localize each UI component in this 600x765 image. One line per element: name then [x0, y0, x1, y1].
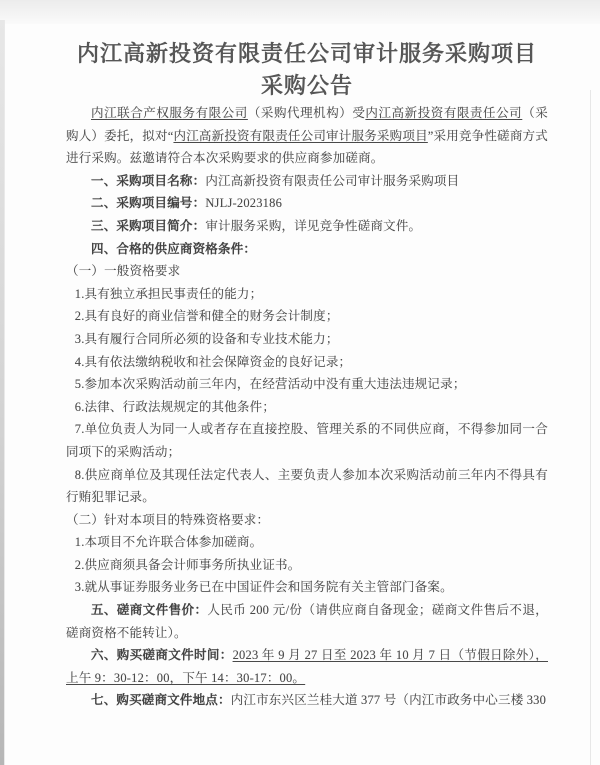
text-run: 5.参加本次采购活动前三年内，在经营活动中没有重大违法违规记录；	[74, 377, 466, 392]
special-item-1	[66, 531, 548, 554]
text-run: （采购代理机构）受	[247, 106, 366, 120]
text-run: 三、采购项目简介：	[91, 218, 206, 233]
text-run: 七、购买磋商文件地点：	[91, 693, 231, 708]
text-run: 1.本项目不允许联合体参加磋商。	[74, 535, 263, 550]
text-run: 2.供应商须具备会计师事务所执业证书。	[74, 557, 301, 572]
special-item-2	[66, 554, 548, 577]
special-item-3	[66, 576, 548, 599]
subsection-1-general-requirements	[66, 260, 548, 283]
text-run: 7.单位负责人为同一人或者存在直接控股、管理关系的不同供应商，不得参加同一合同项下的采购活动；	[66, 422, 548, 459]
section-7-purchase-location	[66, 689, 548, 712]
general-item-4	[66, 351, 548, 374]
section-2-project-number	[66, 192, 548, 215]
general-item-3	[66, 328, 548, 351]
text-run: 1.具有独立承担民事责任的能力；	[74, 286, 263, 301]
text-run: 内江高新投资有限责任公司	[365, 106, 523, 120]
general-item-8	[66, 464, 548, 509]
document-title-line-1: 内江高新投资有限责任公司审计服务采购项目	[76, 41, 537, 66]
section-5-document-price	[66, 599, 548, 644]
text-run: （采购人）委托，拟对“	[66, 106, 549, 143]
text-run: 五、磋商文件售价：	[91, 603, 208, 618]
text-run: 内江高新投资有限责任公司审计服务采购项目	[173, 128, 428, 143]
text-run: 内江联合产权服务有限公司	[91, 106, 248, 120]
text-run: 4.具有依法缴纳税收和社会保障资金的良好记录；	[74, 354, 352, 369]
general-item-6	[66, 396, 548, 419]
text-run: NJLJ-2023186	[205, 196, 283, 211]
document-body	[66, 102, 548, 712]
text-run: 3.具有履行合同所必须的设备和专业技术能力；	[74, 331, 339, 346]
text-run: 四、合格的供应商资格条件：	[91, 241, 257, 256]
text-run: 内江高新投资有限责任公司审计服务采购项目	[205, 173, 460, 188]
text-run: 2.具有良好的商业信誉和健全的财务会计制度；	[74, 309, 339, 324]
text-run: 6.法律、行政法规规定的其他条件；	[74, 399, 276, 414]
section-4-supplier-qualifications	[66, 238, 548, 261]
general-item-2	[66, 305, 548, 328]
general-item-5	[66, 373, 548, 396]
text-run: 3.就从事证券服务业务已在中国证件会和国务院有关主管部门备案。	[74, 580, 453, 595]
text-run: 8.供应商单位及其现任法定代表人、主要负责人参加本次采购活动前三年内不得具有行贿犯罪记录。	[66, 467, 548, 505]
text-run: 一、采购项目名称：	[91, 173, 206, 188]
section-6-purchase-time	[66, 644, 548, 689]
section-1-project-name	[66, 170, 548, 193]
intro-paragraph	[66, 102, 548, 170]
subsection-2-special-requirements	[66, 509, 548, 532]
text-run: 2023 年 9 月 27 日至 2023 年 10 月 7 日（节假日除外），上午 9：30-12：00，下午 14：30-17：00。	[66, 648, 548, 685]
text-run: （二）针对本项目的特殊资格要求：	[66, 512, 270, 527]
text-run: 二、采购项目编号：	[91, 196, 206, 211]
text-run: （一）一般资格要求	[66, 264, 181, 279]
text-run: 审计服务采购，详见竞争性磋商文件。	[205, 218, 422, 233]
general-item-1	[66, 283, 548, 306]
text-run: 内江市东兴区兰桂大道 377 号（内江市政务中心三楼 330	[230, 693, 547, 708]
text-run: 人民币 200 元/份（请供应商自备现金；磋商文件售后不退，磋商资格不能转让）。	[66, 603, 548, 640]
general-item-7	[66, 418, 548, 463]
text-run: ”采用竞争性磋商方式进行采购。兹邀请符合本次采购要求的供应商参加磋商。	[66, 128, 548, 166]
document-title-line-2: 采购公告	[260, 73, 353, 98]
text-run: 六、购买磋商文件时间：	[91, 648, 233, 663]
section-3-project-brief	[66, 215, 548, 238]
